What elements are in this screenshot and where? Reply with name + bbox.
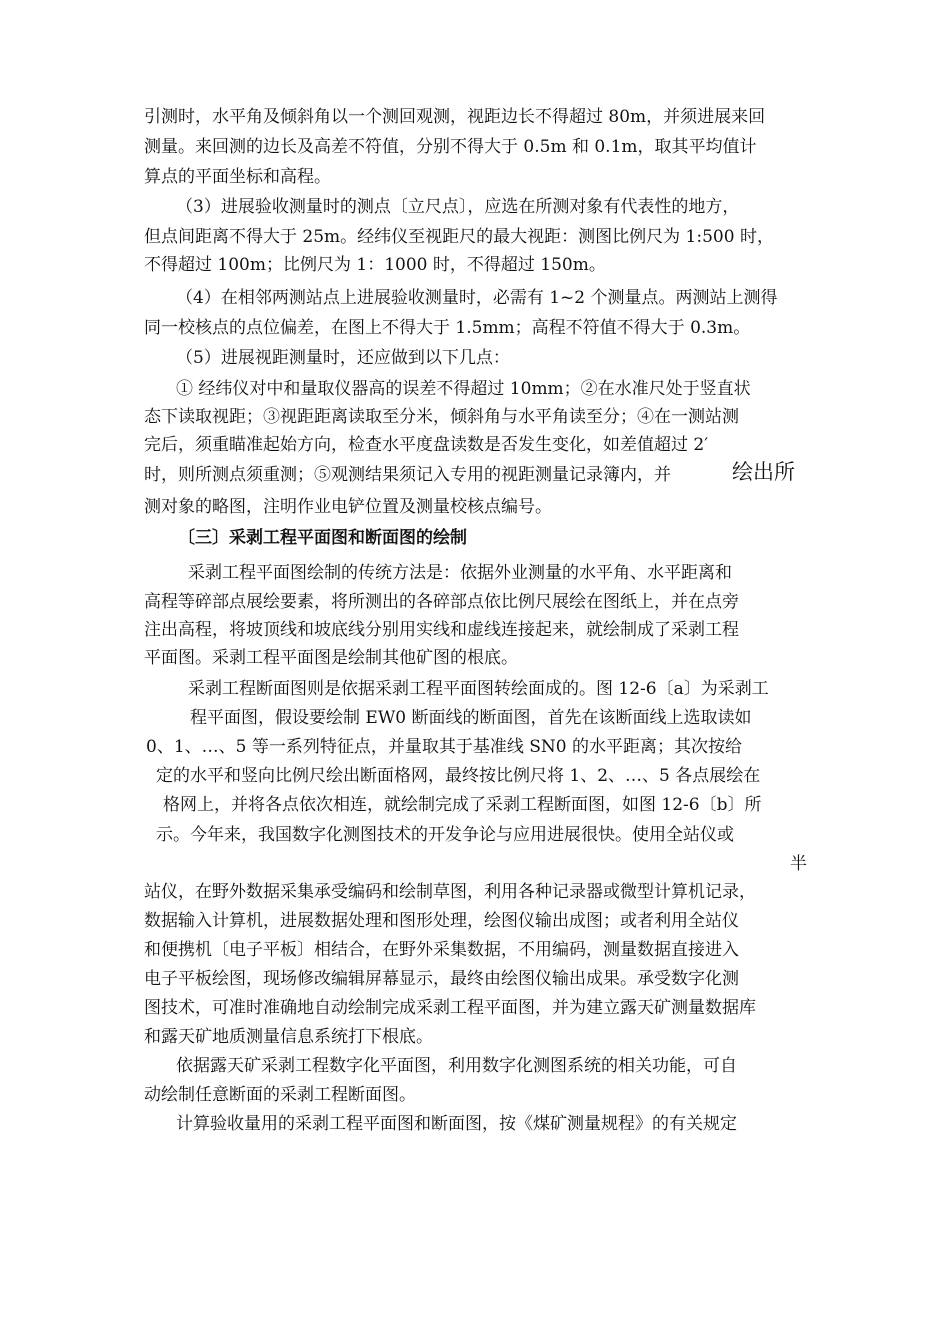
text-line: 高程等碎部点展绘要素，将所测出的各碎部点依比例尺展绘在图纸上，并在点旁 bbox=[144, 592, 739, 612]
text-line: 和便携机〔电子平板〕相结合，在野外采集数据，不用编码，测量数据直接进入 bbox=[144, 940, 739, 960]
text-line: （4）在相邻两测站点上进展验收测量时，必需有 1~2 个测量点。两测站上测得 bbox=[176, 288, 778, 308]
text-line: 采剥工程断面图则是依据采剥工程平面图转绘面成的。图 12-6〔a〕为采剥工 bbox=[188, 679, 769, 699]
text-line: 程平面图，假设要绘制 EW0 断面线的断面图，首先在该断面线上选取读如 bbox=[190, 708, 752, 728]
text-line: 不得超过 100m；比例尺为 1：1000 时，不得超过 150m。 bbox=[144, 255, 606, 275]
text-line: 电子平板绘图，现场修改编辑屏幕显示，最终由绘图仪输出成果。承受数字化测 bbox=[144, 969, 739, 989]
text-line: 注出高程，将坡顶线和坡底线分别用实线和虚线连接起来，就绘制成了采剥工程 bbox=[144, 620, 739, 640]
text-line: 格网上，并将各点依次相连，就绘制完成了采剥工程断面图，如图 12-6〔b〕所 bbox=[163, 795, 762, 815]
text-line: 动绘制任意断面的采剥工程断面图。 bbox=[144, 1085, 416, 1105]
text-line: 示。今年来，我国数字化测图技术的开发争论与应用进展很快。使用全站仪或 bbox=[156, 825, 734, 845]
text-line: ① 经纬仪对中和量取仪器高的误差不得超过 10mm；②在水准尺处于竖直状 bbox=[176, 379, 751, 399]
text-line: （3）进展验收测量时的测点〔立尺点〕，应选在所测对象有代表性的地方， bbox=[176, 197, 740, 217]
text-line: 平面图。采剥工程平面图是绘制其他矿图的根底。 bbox=[144, 648, 518, 668]
text-line: 依据露天矿采剥工程数字化平面图，利用数字化测图系统的相关功能，可自 bbox=[176, 1056, 737, 1076]
text-line: 图技术，可准时准确地自动绘制完成采剥工程平面图，并为建立露天矿测量数据库 bbox=[144, 998, 756, 1018]
text-line: 引测时，水平角及倾斜角以一个测回观测，视距边长不得超过 80m，并须进展来回 bbox=[144, 107, 766, 127]
text-line: 测对象的略图，注明作业电铲位置及测量校核点编号。 bbox=[144, 497, 552, 517]
text-line: 0、1、…、5 等一系列特征点，并量取其于基准线 SN0 的水平距离；其次按给 bbox=[146, 737, 742, 757]
text-line: 但点间距离不得大于 25m。经纬仪至视距尺的最大视距：测图比例尺为 1:500 时， bbox=[144, 227, 774, 247]
text-line: 态下读取视距；③视距距离读取至分米，倾斜角与水平角读至分；④在一测站测 bbox=[144, 407, 739, 427]
text-fragment: 半 bbox=[790, 854, 807, 874]
text-line: 计算验收量用的采剥工程平面图和断面图，按《煤矿测量规程》的有关规定 bbox=[176, 1114, 737, 1134]
text-line: 站仪，在野外数据采集承受编码和绘制草图，利用各种记录器或微型计算机记录， bbox=[144, 882, 756, 902]
text-line: （5）进展视距测量时，还应做到以下几点： bbox=[176, 348, 510, 368]
text-line: 同一校核点的点位偏差，在图上不得大于 1.5mm；高程不符值不得大于 0.3m。 bbox=[144, 318, 751, 338]
text-line: 测量。来回测的边长及高差不符值，分别不得大于 0.5m 和 0.1m，取其平均值计 bbox=[144, 137, 757, 157]
text-line: 算点的平面坐标和高程。 bbox=[144, 167, 331, 187]
section-heading: 〔三〕采剥工程平面图和断面图的绘制 bbox=[178, 528, 467, 548]
text-line: 和露天矿地质测量信息系统打下根底。 bbox=[144, 1027, 433, 1047]
text-line: 数据输入计算机，进展数据处理和图形处理，绘图仪输出成图；或者利用全站仪 bbox=[144, 911, 739, 931]
text-line: 定的水平和竖向比例尺绘出断面格网，最终按比例尺将 1、2、…、5 各点展绘在 bbox=[156, 766, 761, 786]
text-line: 完后，须重瞄准起始方向，检查水平度盘读数是否发生变化，如差值超过 2′ bbox=[144, 435, 709, 455]
text-line: 时，则所测点须重测；⑤观测结果须记入专用的视距测量记录簿内，并 bbox=[144, 465, 671, 485]
text-fragment: 绘出所 bbox=[732, 460, 795, 484]
text-line: 采剥工程平面图绘制的传统方法是：依据外业测量的水平角、水平距离和 bbox=[188, 563, 732, 583]
